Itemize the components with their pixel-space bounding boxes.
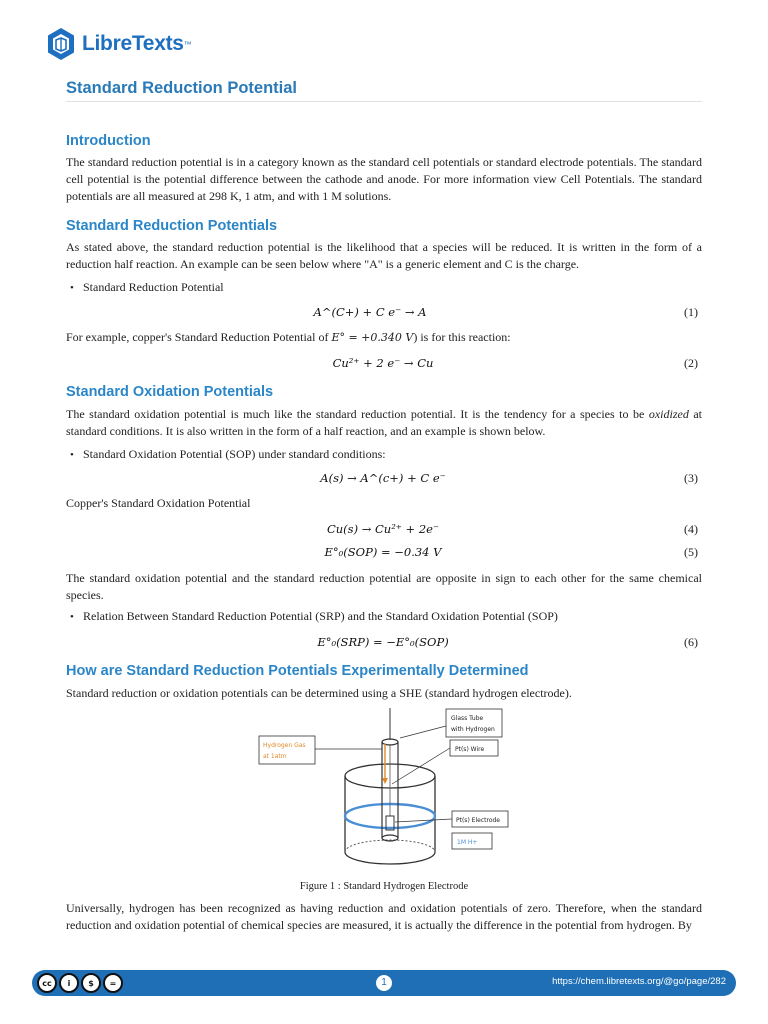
equation-number-1: (1) bbox=[684, 305, 698, 319]
equation-number-2: (2) bbox=[684, 356, 698, 370]
equation-number-6: (6) bbox=[684, 635, 698, 649]
label-pt-electrode: Pt(s) Electrode bbox=[456, 817, 500, 824]
sop-text-part-2: at standard conditions. It is also written in the form of a half reaction, and an example is shown below. bbox=[66, 407, 702, 438]
cc-license-badges[interactable] bbox=[37, 973, 123, 993]
logo-trademark: ™ bbox=[183, 39, 192, 49]
copper-sop-label: Copper's Standard Oxidation Potential bbox=[66, 496, 251, 510]
bullet-sop: • Standard Oxidation Potential (SOP) under standard conditions: bbox=[70, 446, 386, 464]
equation-6: E°₀(SRP) = −E°₀(SOP) bbox=[317, 635, 449, 649]
bullet-relation: • Relation Between Standard Reduction Potential (SRP) and the Standard Oxidation Potential (SOP) bbox=[70, 608, 558, 626]
label-solution: 1M H+ bbox=[457, 839, 478, 846]
bullet-srp: • Standard Reduction Potential bbox=[70, 279, 224, 297]
srp-paragraph: As stated above, the standard reduction potential is the likelihood that a species will be reduced. It is written in the form of a reduction half reaction. An example can be seen below where "A" is a generic element and C is the charge. bbox=[66, 240, 702, 271]
cc-icon: cc bbox=[37, 973, 57, 993]
heading-experimental-determination: How are Standard Reduction Potentials Experimentally Determined bbox=[66, 663, 529, 679]
intro-paragraph: The standard reduction potential is in a category known as the standard cell potentials or standard electrode potentials. The standard cell potential is the potential difference between the cathode and anode. For more information view Cell Potentials. The standard potentials are all measured at 298 K, 1 atm, and with 1 M solutions. bbox=[66, 155, 702, 203]
heading-standard-reduction-potentials: Standard Reduction Potentials bbox=[66, 218, 278, 234]
page-footer bbox=[32, 970, 736, 996]
page-title: Standard Reduction Potential bbox=[66, 79, 298, 97]
logo-text[interactable]: LibreTexts bbox=[82, 32, 184, 55]
standard-hydrogen-electrode-diagram bbox=[258, 704, 510, 876]
sop-text-part-1: The standard oxidation potential is much like the standard reduction potential. It is the tendency for a species to be bbox=[66, 407, 649, 421]
callout-hydrogen-gas bbox=[259, 736, 382, 764]
universal-paragraph: Universally, hydrogen has been recognized as having reduction and oxidation potentials of zero. Therefore, when the standard reduction and oxidation potential of chemical species are measured, it is actually the difference in the potential from hydrogen. By bbox=[66, 901, 702, 932]
page-number: 1 bbox=[376, 975, 392, 991]
label-hydrogen-line-2: at 1atm bbox=[263, 753, 287, 760]
label-glass-tube-line-1: Glass Tube bbox=[451, 715, 484, 722]
libretexts-logo-icon bbox=[46, 27, 76, 61]
label-pt-wire: Pt(s) Wire bbox=[455, 746, 485, 753]
equation-3: A(s) → A^(c+) + C e⁻ bbox=[320, 471, 446, 485]
copper-srp-paragraph bbox=[66, 329, 702, 346]
footer-url-link[interactable]: https://chem.libretexts.org/@go/page/282 bbox=[552, 976, 726, 987]
title-divider bbox=[66, 101, 702, 102]
cc-by-icon: i bbox=[59, 973, 79, 993]
equation-number-4: (4) bbox=[684, 522, 698, 536]
figure-caption: Figure 1 : Standard Hydrogen Electrode bbox=[299, 881, 469, 892]
callout-solution bbox=[452, 833, 492, 849]
cc-nc-icon: $ bbox=[81, 973, 101, 993]
sop-paragraph bbox=[66, 406, 702, 440]
callout-glass-tube bbox=[400, 709, 502, 738]
equation-number-3: (3) bbox=[684, 471, 698, 485]
equation-number-5: (5) bbox=[684, 545, 698, 559]
callout-pt-electrode bbox=[395, 811, 508, 827]
callout-pt-wire bbox=[392, 740, 498, 784]
label-glass-tube-line-2: with Hydrogen bbox=[451, 726, 495, 733]
heading-standard-oxidation-potentials: Standard Oxidation Potentials bbox=[66, 384, 274, 400]
site-header bbox=[46, 26, 192, 62]
cc-nd-icon: = bbox=[103, 973, 123, 993]
equation-5: E°₀(SOP) = −0.34 V bbox=[324, 545, 442, 559]
equation-4: Cu(s) → Cu²⁺ + 2e⁻ bbox=[326, 522, 440, 536]
copper-srp-text-after: ) is for this reaction: bbox=[413, 330, 511, 344]
opposite-sign-paragraph: The standard oxidation potential and the standard reduction potential are opposite in sign to each other for the same chemical species. bbox=[66, 571, 702, 602]
copper-srp-math: E° = +0.340 V bbox=[331, 331, 414, 344]
sop-text-emphasis: oxidized bbox=[648, 407, 689, 421]
copper-srp-text-before: For example, copper's Standard Reduction Potential of bbox=[66, 330, 332, 344]
glass-tube bbox=[382, 708, 398, 841]
heading-introduction: Introduction bbox=[66, 133, 151, 149]
label-hydrogen-line-1: Hydrogen Gas bbox=[263, 742, 306, 749]
equation-2: Cu²⁺ + 2 e⁻ → Cu bbox=[332, 356, 434, 370]
equation-1: A^(C+) + C e⁻ → A bbox=[313, 305, 427, 319]
she-paragraph: Standard reduction or oxidation potentials can be determined using a SHE (standard hydrogen electrode). bbox=[66, 686, 572, 700]
